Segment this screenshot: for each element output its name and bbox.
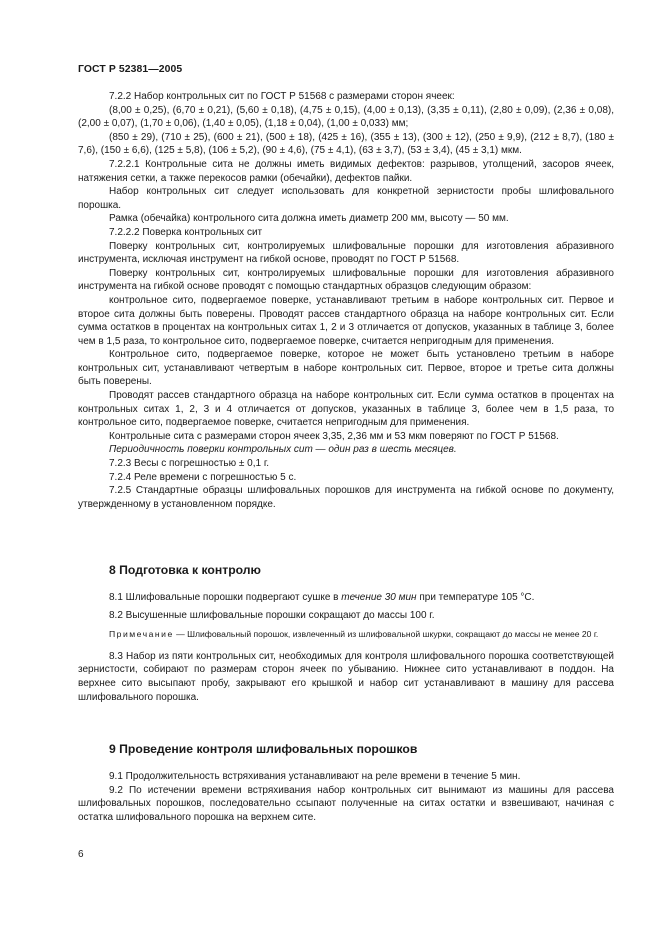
- section-8-heading: 8 Подготовка к контролю: [109, 563, 261, 577]
- clause-7-2-3: 7.2.3 Весы с погрешностью ± 0,1 г.: [109, 458, 270, 470]
- section-8-block: [78, 563, 614, 704]
- section-9-block: [78, 742, 614, 824]
- para-control-4: Контрольные сита с размерами сторон ячеек 3,35, 2,36 мм и 53 мкм поверяют по ГОСТ Р 51568.: [109, 430, 559, 442]
- para-sieve-set: Набор контрольных сит следует использовать для конкретной зернистости пробы шлифовального порошка.: [78, 186, 614, 211]
- clause-8-3: 8.3 Набор из пяти контрольных сит, необходимых для контроля шлифовального порошка соответствующей зернистости, собирают по размерам сторон ячеек по убыванию. Нижнее сито устанавливают в поддон. На верхнее сито высыпают пробу, закрывают его крышкой и набор сит устанавливают в машину для рассева шлифовального порошка.: [78, 650, 614, 703]
- para-periodicity: Периодичность поверки контрольных сит — один раз в шесть месяцев.: [109, 444, 457, 456]
- clause-7-2-5: 7.2.5 Стандартные образцы шлифовальных порошков для инструмента на гибкой основе по документу, утвержденному в установленном порядке.: [78, 485, 614, 510]
- clause-9-1: 9.1 Продолжительность встряхивания устанавливают на реле времени в течение 5 мин.: [109, 771, 521, 782]
- para-control-1: контрольное сито, подвергаемое поверке, устанавливают третьим в наборе контрольных сит. Первое и второе сита должны быть поверены. Проводят рассев стандартного образца на наборе контрольных сит. Если сумма остатков в процентах на контрольных ситах 1, 2 и 3 отличается от допусков, указанных в таблице 3, более чем в 1,5 раза, то контрольное сито, подвергаемое поверке, считается непригодным для применения.: [78, 294, 614, 347]
- clause-8-1-part-b: при температуре 105 °С.: [416, 592, 535, 603]
- document-header: ГОСТ Р 52381—2005: [78, 64, 183, 75]
- note-text: — Шлифовальный порошок, извлеченный из шлифовальной шкурки, сокращают до массы не менее 20 г.: [173, 629, 599, 640]
- section-7-2-2-block: [78, 90, 614, 511]
- clause-7-2-2: 7.2.2 Набор контрольных сит по ГОСТ Р 51568 с размерами сторон ячеек:: [109, 91, 455, 102]
- clause-8-2: 8.2 Высушенные шлифовальные порошки сокращают до массы 100 г.: [109, 609, 435, 621]
- para-verification-1: Поверку контрольных сит, контролируемых шлифовальные порошки для изготовления абразивного инструмента, исключая инструмент на гибкой основе, проводят по ГОСТ Р 51568.: [78, 240, 614, 266]
- para-control-3: Проводят рассев стандартного образца на наборе контрольных сит. Если сумма остатков в процентах на контрольных ситах 1, 2, 3 и 4 отличается от допусков, указанных в таблице 3, более чем в 1,5 раза, то контрольное сито, подвергаемое поверке, считается непригодным для применения.: [78, 390, 614, 429]
- clause-7-2-4: 7.2.4 Реле времени с погрешностью 5 с.: [109, 471, 297, 483]
- clause-8-1-italic: течение 30 мин: [341, 592, 417, 603]
- para-control-2: Контрольное сито, подвергаемое поверке, которое не может быть установлено третьим в наборе контрольных сит, устанавливают четвертым в наборе контрольных сит. Первое, второе и третье сита должны быть поверены.: [78, 349, 614, 388]
- section-9-heading: 9 Проведение контроля шлифовальных порошков: [109, 742, 418, 756]
- note-8: [78, 629, 614, 641]
- sieve-sizes-um: (850 ± 29), (710 ± 25), (600 ± 21), (500 ± 18), (425 ± 16), (355 ± 13), (300 ± 12), (250 ± 9,9), (212 ± 8,7), (180 ± 7,6), (150 ± 6,6), (125 ± 5,8), (106 ± 5,2), (90 ± 4,6), (75 ± 4,1), (63 ± 3,7), (53 ± 3,4), (45 ± 3,1) мкм.: [78, 131, 614, 157]
- sieve-sizes-mm: (8,00 ± 0,25), (6,70 ± 0,21), (5,60 ± 0,18), (4,75 ± 0,15), (4,00 ± 0,13), (3,35 ± 0,11), (2,80 ± 0,09), (2,36 ± 0,08), (2,00 ± 0,07), (1,70 ± 0,06), (1,40 ± 0,05), (1,18 ± 0,04), (1,00 ± 0,033) мм;: [78, 104, 614, 130]
- clause-8-1: [78, 591, 614, 605]
- clause-7-2-2-2: 7.2.2.2 Поверка контрольных сит: [109, 226, 263, 238]
- para-verification-2: Поверку контрольных сит, контролируемых шлифовальные порошки для изготовления абразивного инструмента на гибкой основе проводят с помощью стандартных образцов следующим образом:: [78, 267, 614, 293]
- clause-7-2-2-1: 7.2.2.1 Контрольные сита не должны иметь видимых дефектов: разрывов, утолщений, засоров ячеек, натяжения сетки, а также перекосов рамки (обечайки), дефектов пайки.: [78, 158, 614, 184]
- para-frame: Рамка (обечайка) контрольного сита должна иметь диаметр 200 мм, высоту — 50 мм.: [109, 213, 509, 225]
- clause-9-2: 9.2 По истечении времени встряхивания набор контрольных сит вынимают из машины для рассева шлифовальных порошков, последовательно ссыпают полученные на ситах остатки и взвешивают, начиная с остатка шлифовального порошка на верхнем сите.: [78, 784, 614, 823]
- page-number: 6: [78, 849, 84, 860]
- note-label: Примечание: [109, 629, 174, 640]
- clause-8-1-part-a: 8.1 Шлифовальные порошки подвергают сушке в: [109, 592, 342, 603]
